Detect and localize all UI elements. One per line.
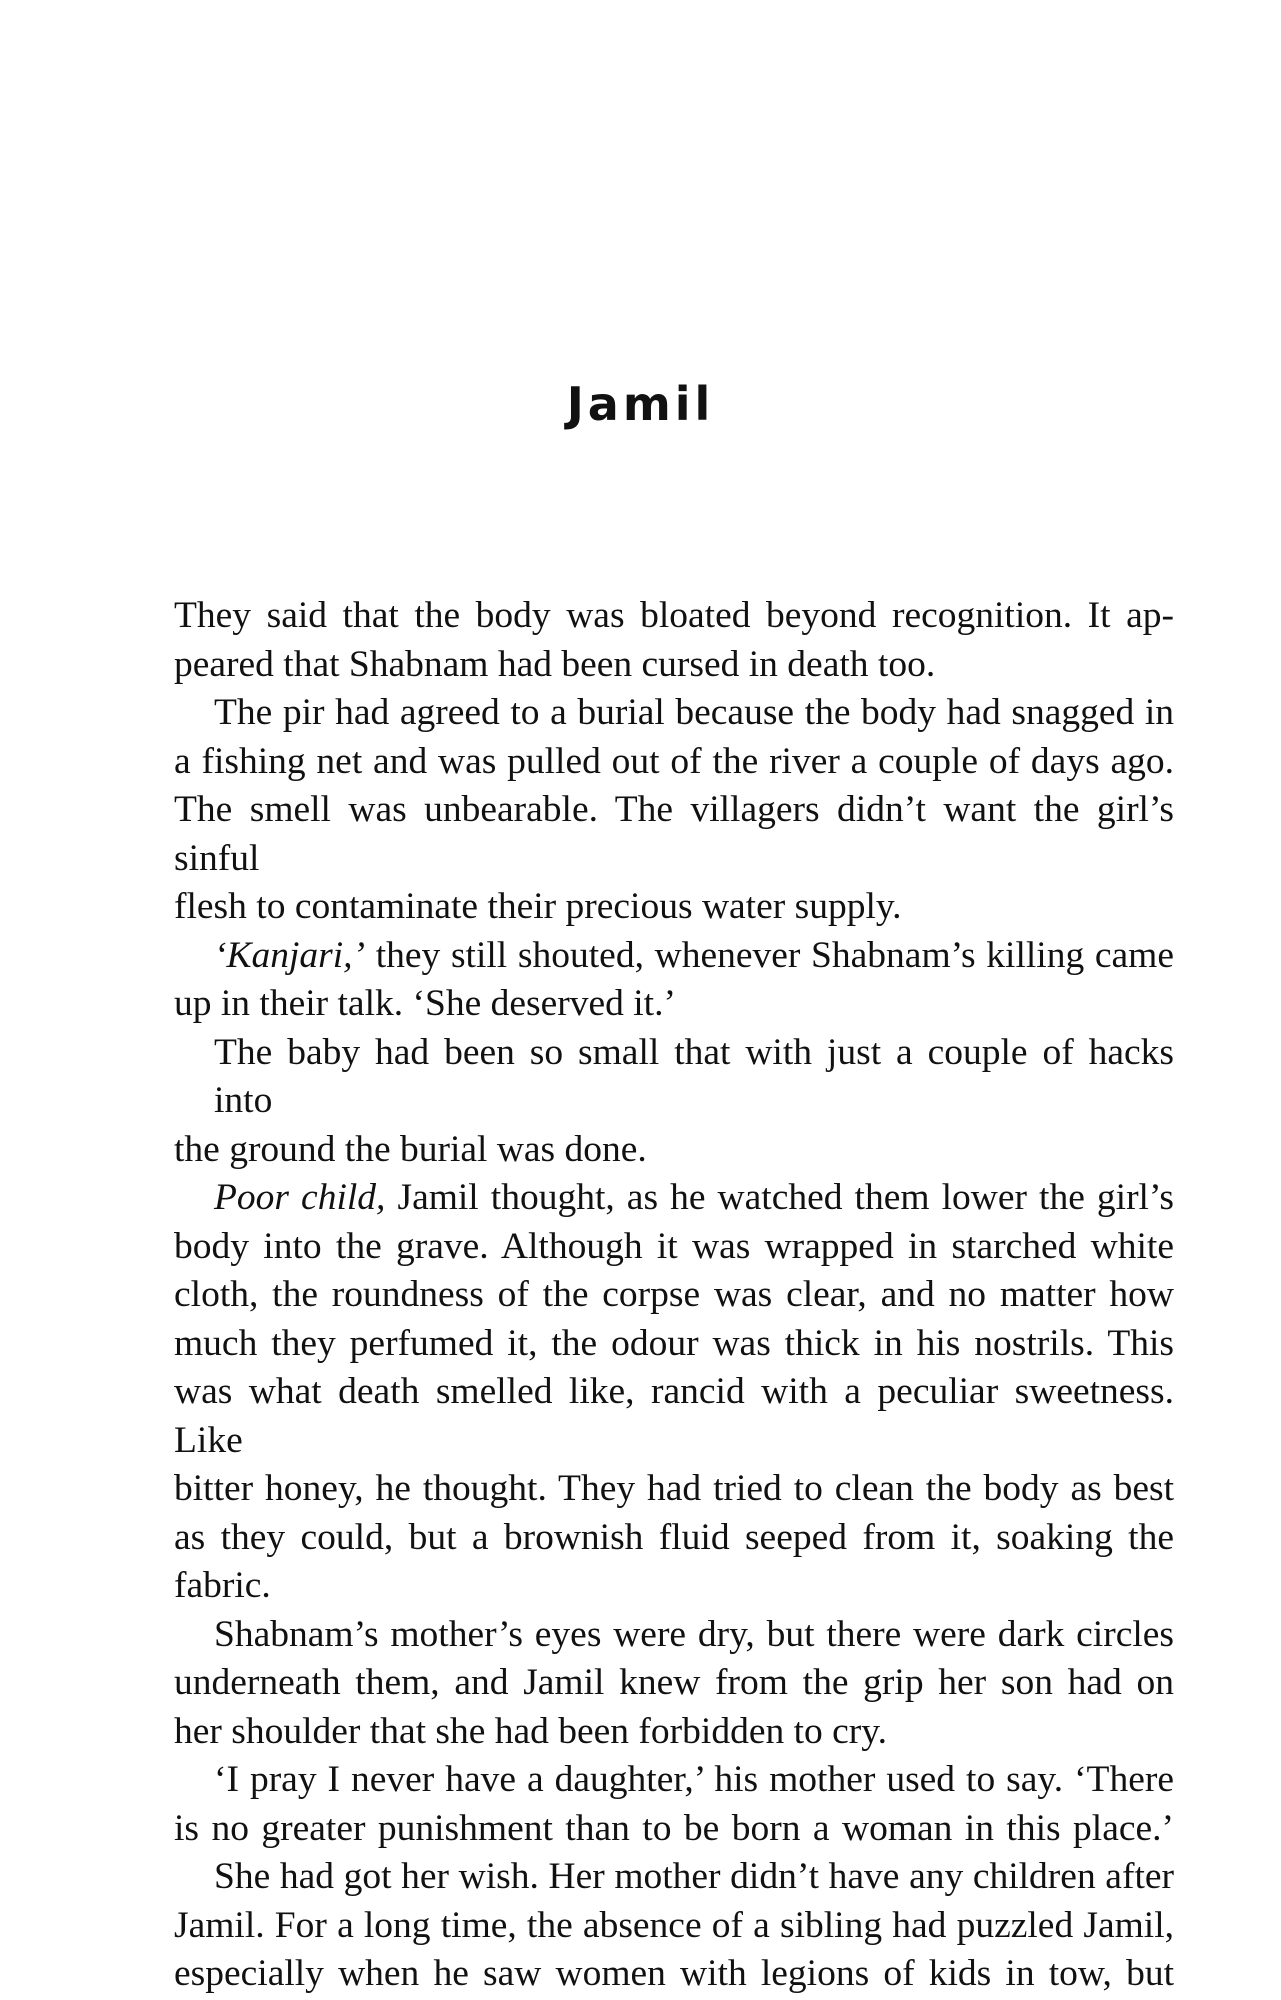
line-text: as they could, but a brownish fluid seeped from it, soaking the — [174, 1516, 1174, 1558]
line-text: a fishing net and was pulled out of the river a couple of days ago. — [174, 740, 1174, 782]
chapter-body — [174, 592, 1174, 1999]
text-line — [174, 1223, 1174, 1272]
line-text: cloth, the roundness of the corpse was clear, and no matter how — [174, 1274, 1174, 1315]
line-text: was what death smelled like, rancid with a peculiar sweetness. Like — [174, 1371, 1174, 1461]
text-line — [174, 883, 1174, 932]
text-line — [174, 1271, 1174, 1320]
text-line — [174, 1611, 1174, 1660]
text-line — [174, 1514, 1174, 1563]
line-text: Jamil. For a long time, the absence of a sibling had puzzled Jamil, — [174, 1904, 1174, 1946]
text-line — [174, 1950, 1174, 1999]
line-text: much they perfumed it, the odour was thick in his nostrils. This — [174, 1322, 1174, 1364]
line-text: She had got her wish. Her mother didn’t have any children after — [214, 1856, 1174, 1897]
text-line — [174, 786, 1174, 883]
italic-phrase: Poor child, — [214, 1177, 386, 1218]
text-line — [174, 1320, 1174, 1369]
line-text: They said that the body was bloated beyond recognition. It ap- — [174, 595, 1174, 636]
line-text: up in their talk. ‘She deserved it.’ — [174, 983, 676, 1024]
line-text: flesh to contaminate their precious water supply. — [174, 886, 902, 927]
text-line — [174, 592, 1174, 641]
line-text: The baby had been so small that with just a couple of hacks into — [214, 1031, 1174, 1121]
text-line — [174, 1805, 1174, 1854]
line-text: underneath them, and Jamil knew from the grip her son had on — [174, 1662, 1174, 1703]
line-text: especially when he saw women with legions of kids in tow, but — [174, 1953, 1174, 1994]
text-line — [174, 689, 1174, 738]
line-text: peared that Shabnam had been cursed in death too. — [174, 643, 936, 685]
text-line — [174, 1902, 1174, 1951]
chapter-title: Jamil — [566, 377, 715, 431]
text-line — [174, 1659, 1174, 1708]
italic-phrase: ‘Kanjari,’ — [214, 934, 366, 976]
text-line — [174, 1174, 1174, 1223]
line-text: they still shouted, whenever Shabnam’s killing came — [365, 934, 1174, 976]
line-text: her shoulder that she had been forbidden to cry. — [174, 1710, 887, 1752]
text-line — [174, 641, 1174, 690]
text-line — [174, 980, 1174, 1029]
line-text: is no greater punishment than to be born a woman in this place.’ — [174, 1807, 1174, 1849]
line-text: the ground the burial was done. — [174, 1128, 647, 1170]
line-text: bitter honey, he thought. They had tried to clean the body as best — [174, 1468, 1174, 1509]
text-line — [174, 1368, 1174, 1465]
text-line — [174, 1853, 1174, 1902]
line-text: Jamil thought, as he watched them lower the girl’s — [385, 1177, 1174, 1218]
line-text: fabric. — [174, 1565, 271, 1606]
text-line — [174, 1126, 1174, 1175]
text-line — [174, 1029, 1174, 1126]
line-text: Shabnam’s mother’s eyes were dry, but there were dark circles — [214, 1613, 1174, 1655]
text-line — [174, 1708, 1174, 1757]
text-line — [174, 1465, 1174, 1514]
line-text: ‘I pray I never have a daughter,’ his mother used to say. ‘There — [214, 1759, 1174, 1800]
line-text: The smell was unbearable. The villagers didn’t want the girl’s sinful — [174, 789, 1174, 879]
text-line — [174, 1562, 1174, 1611]
line-text: body into the grave. Although it was wrapped in starched white — [174, 1225, 1174, 1267]
text-line — [174, 738, 1174, 787]
text-line — [174, 932, 1174, 981]
text-line — [174, 1756, 1174, 1805]
line-text: The pir had agreed to a burial because the body had snagged in — [214, 692, 1174, 733]
